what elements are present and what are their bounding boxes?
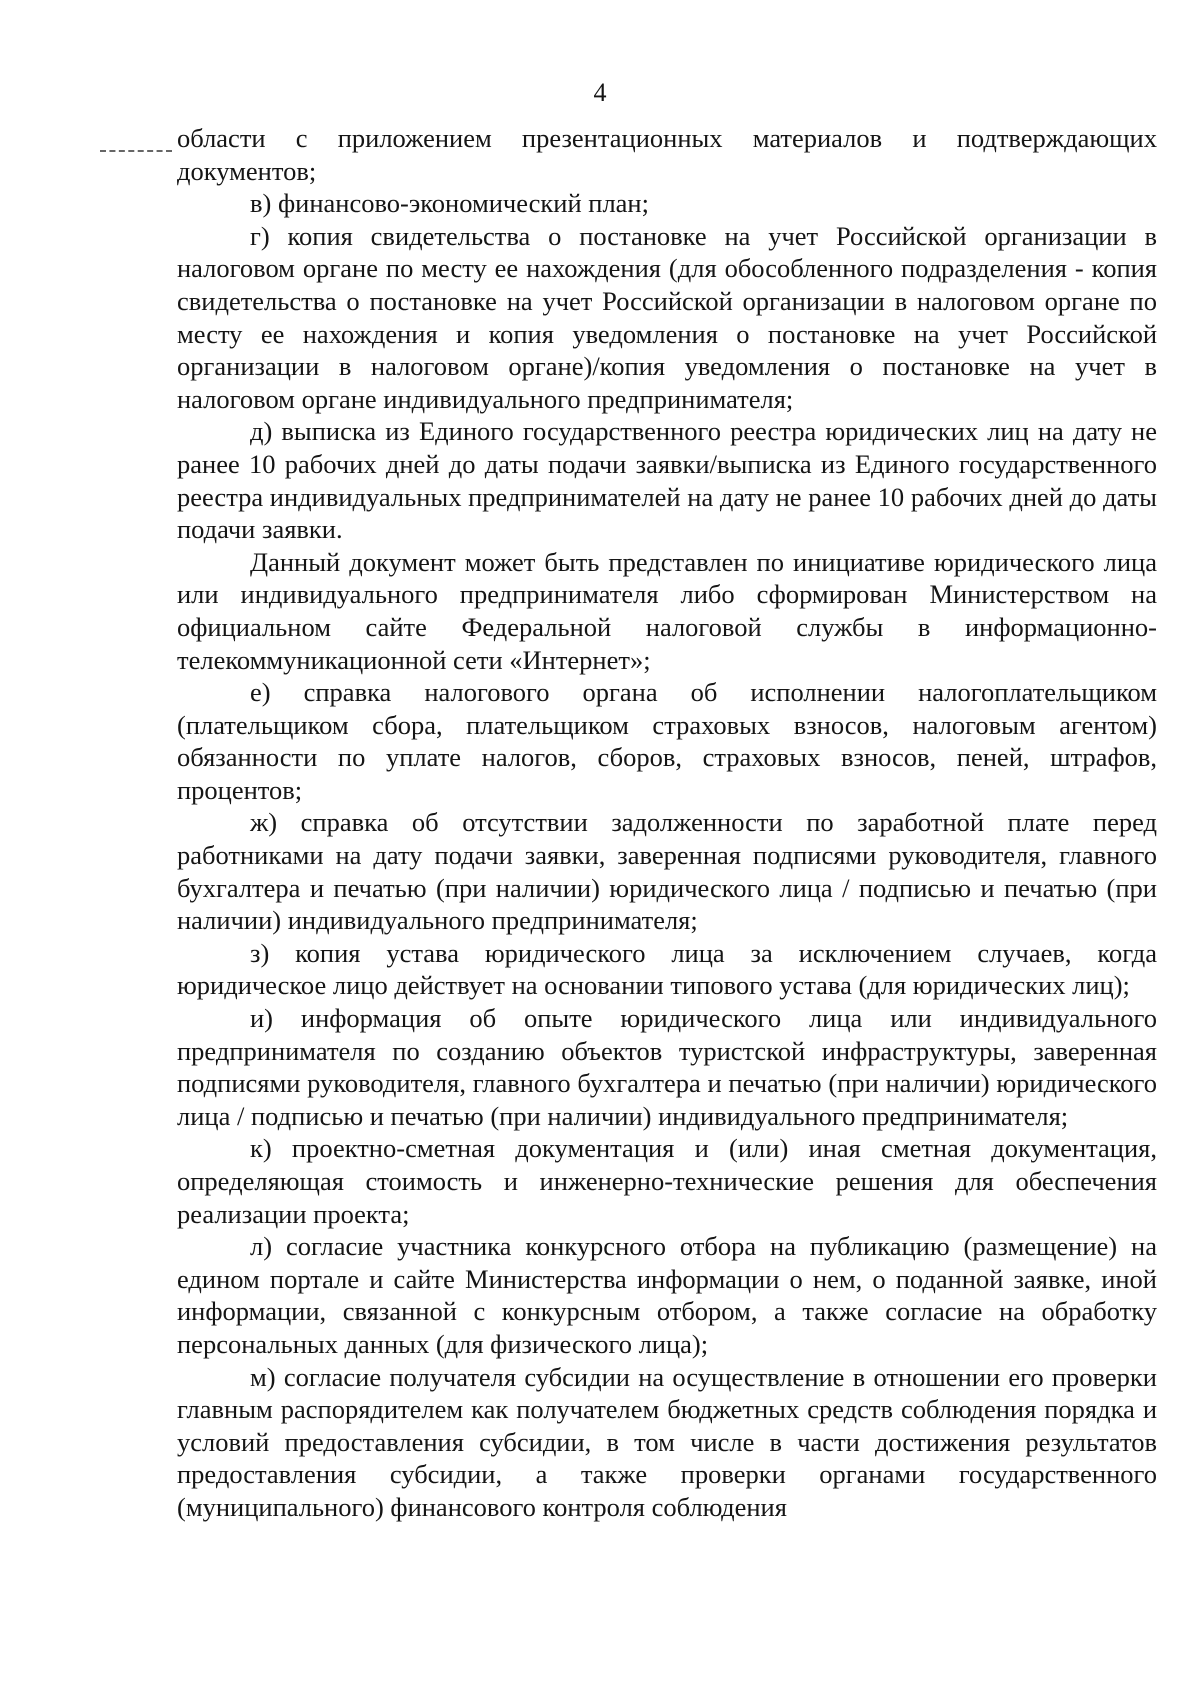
- paragraph-item-v: в) финансово-экономический план;: [250, 188, 649, 219]
- paragraph-item-k: к) проектно-сметная документация и (или) иная сметная документация, определяющая стоимость и инженерно-технические решения для обеспечения реализации проекта;: [177, 1133, 1157, 1229]
- paragraph-note: Данный документ может быть представлен по инициативе юридического лица или индивидуального предпринимателя либо сформирован Министерством на официальном сайте Федеральной налоговой службы в информационно-телекоммуникационной сети «Интернет»;: [177, 546, 1157, 675]
- paragraph-item-l: л) согласие участника конкурсного отбора на публикацию (размещение) на едином портале и сайте Министерства информации о нем, о поданной заявке, иной информации, связанной с конкурсным отбором, а также согласие на обработку персональных данных (для физического лица);: [177, 1231, 1157, 1359]
- paragraph-item-zh: ж) справка об отсутствии задолженности по заработной плате перед работниками на дату подачи заявки, заверенная подписями руководителя, главного бухгалтера и печатью (при наличии) юридического лица / подписью и печатью (при наличии) индивидуального предпринимателя;: [177, 807, 1157, 936]
- paragraph-item-d: д) выписка из Единого государственного реестра юридических лиц на дату не ранее 10 рабочих дней до даты подачи заявки/выписка из Единого государственного реестра индивидуальных предпринимателей на дату не ранее 10 рабочих дней до даты подачи заявки.: [177, 416, 1157, 545]
- paragraph-item-e: е) справка налогового органа об исполнении налогоплательщиком (плательщиком сбора, плательщиком страховых взносов, налоговым агентом) обязанности по уплате налогов, сборов, страховых взносов, пеней, штрафов, процентов;: [177, 677, 1157, 805]
- paragraph-item-m: м) согласие получателя субсидии на осуществление в отношении его проверки главным распорядителем как получателем бюджетных средств соблюдения порядка и условий предоставления субсидии, в том числе в части достижения результатов предоставления субсидии, а также проверки органами государственного (муниципального) финансового контроля соблюдения: [177, 1361, 1157, 1522]
- paragraph-item-i: и) информация об опыте юридического лица или индивидуального предпринимателя по созданию объектов туристской инфраструктуры, заверенная подписями руководителя, главного бухгалтера и печатью (при наличии) юридического лица / подписью и печатью (при наличии) индивидуального предпринимателя;: [177, 1003, 1157, 1131]
- paragraph-item-z: з) копия устава юридического лица за исключением случаев, когда юридическое лицо действует на основании типового устава (для юридических лиц);: [177, 937, 1157, 1001]
- margin-dash-mark: [100, 150, 172, 152]
- document-body: [177, 122, 1157, 1524]
- paragraph-item-g: г) копия свидетельства о постановке на учет Российской организации в налоговом органе по месту ее нахождения (для обособленного подразделения - копия свидетельства о постановке на учет Российской организации в налоговом органе по месту ее нахождения и копия уведомления о постановке на учет Российской организации в налоговом органе)/копия уведомления о постановке на учет в налоговом органе индивидуального предпринимателя;: [177, 220, 1157, 414]
- page-number: 4: [593, 78, 607, 107]
- paragraph-continuation: области с приложением презентационных материалов и подтверждающих документов;: [177, 123, 1157, 186]
